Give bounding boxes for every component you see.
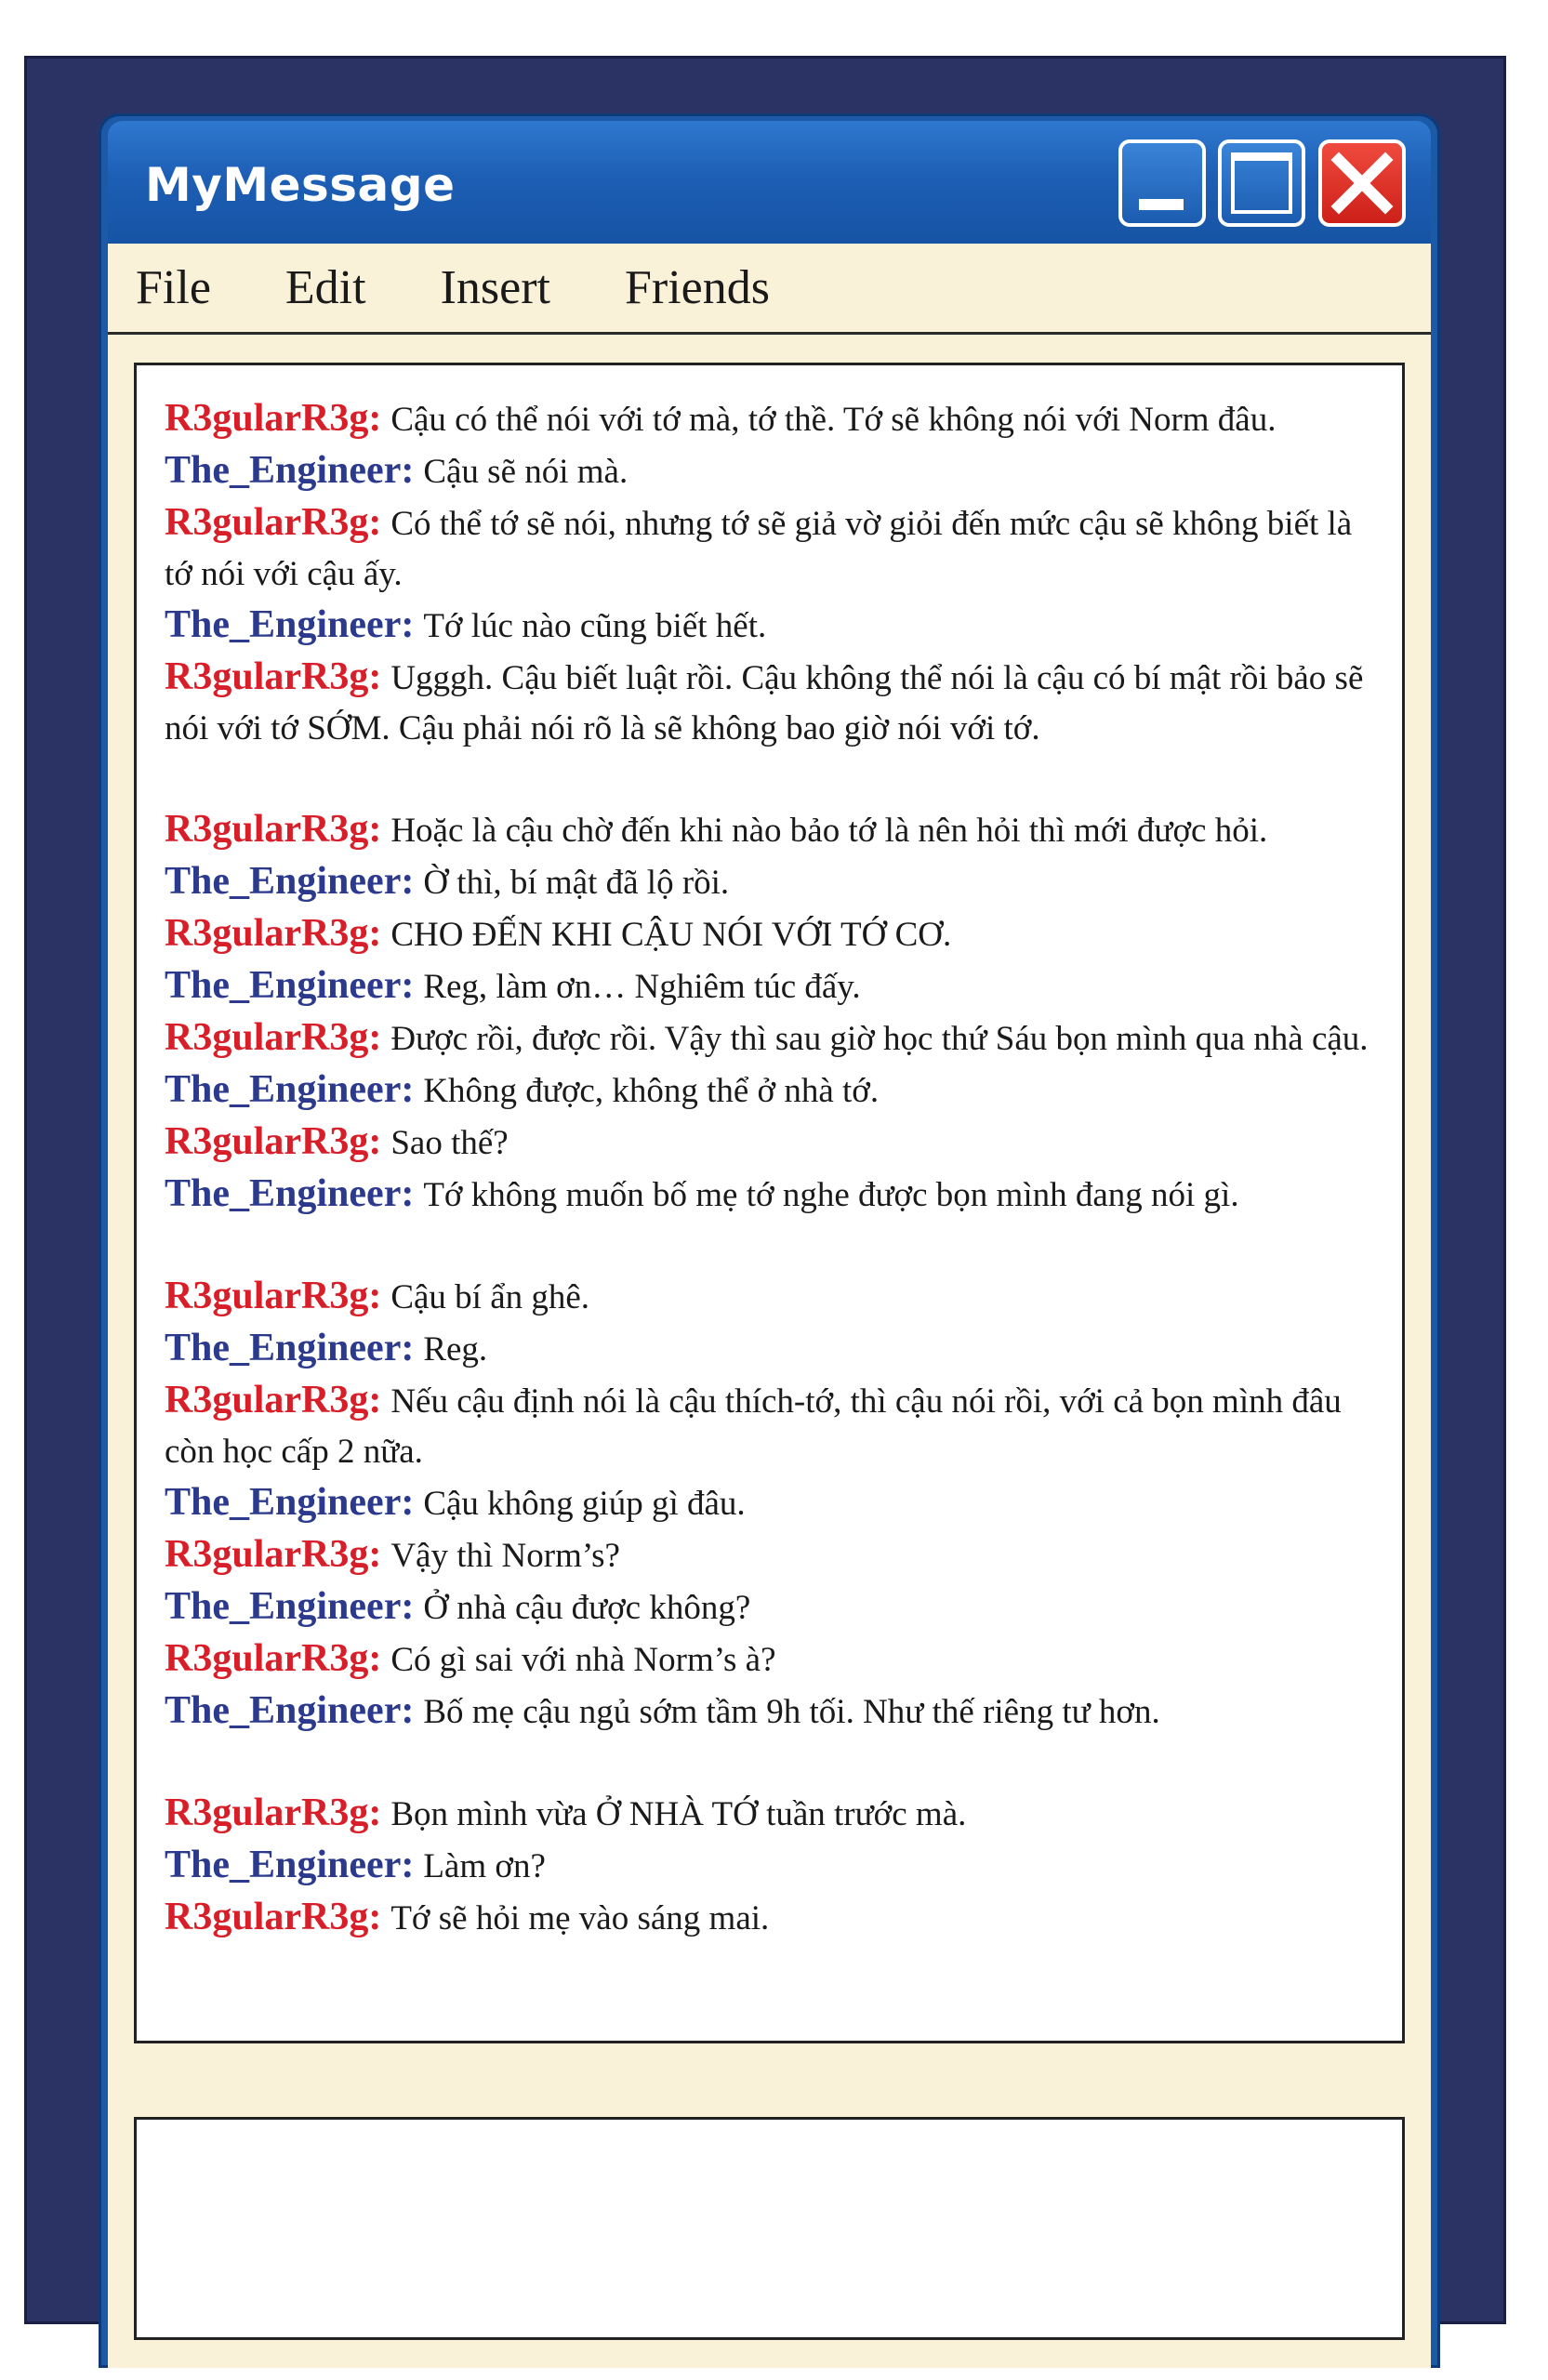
chat-message [165, 1788, 1374, 1840]
message-text: Ở nhà cậu được không? [423, 1589, 751, 1627]
sender-name: The_Engineer: [165, 1327, 415, 1369]
chat-message [165, 856, 1374, 908]
message-text: Ugggh. Cậu biết luật rồi. Cậu không thể nói là cậu có bí mật rồi bảo sẽ nói với tớ SỚM. Cậu phải nói rõ là sẽ không bao giờ nói với tớ. [165, 659, 1364, 747]
message-text: Cậu có thể nói với tớ mà, tớ thề. Tớ sẽ không nói với Norm đâu. [390, 401, 1277, 439]
message-text: Bố mẹ cậu ngủ sớm tầm 9h tối. Như thế riêng tư hơn. [423, 1693, 1160, 1731]
window-client [108, 244, 1431, 2368]
message-text: Có thể tớ sẽ nói, nhưng tớ sẽ giả vờ giỏi đến mức cậu sẽ không biết là tớ nói với cậu ấy. [165, 505, 1353, 593]
chat-message [165, 1012, 1374, 1064]
message-input[interactable] [134, 2117, 1405, 2340]
chat-message [165, 1892, 1374, 1944]
message-text: Hoặc là cậu chờ đến khi nào bảo tớ là nên hỏi thì mới được hỏi. [390, 812, 1268, 850]
chat-message [165, 1117, 1374, 1169]
sender-name: The_Engineer: [165, 860, 415, 903]
app-window [99, 113, 1440, 2368]
chat-message [165, 960, 1374, 1012]
title-bar[interactable] [108, 121, 1431, 244]
sender-name: R3gularR3g: [165, 1896, 382, 1938]
menu-edit[interactable]: Edit [284, 261, 366, 314]
chat-message [165, 908, 1374, 960]
sender-name: R3gularR3g: [165, 808, 382, 851]
message-text: Reg, làm ơn… Nghiêm túc đấy. [423, 968, 861, 1006]
chat-message [165, 1375, 1374, 1477]
message-text: Được rồi, được rồi. Vậy thì sau giờ học thứ Sáu bọn mình qua nhà cậu. [390, 1020, 1369, 1058]
message-text: CHO ĐẾN KHI CẬU NÓI VỚI TỚ CƠ. [390, 916, 952, 954]
chat-message [165, 1686, 1374, 1738]
menu-bar [108, 244, 1431, 335]
sender-name: The_Engineer: [165, 964, 415, 1007]
close-icon [1322, 143, 1402, 223]
sender-name: R3gularR3g: [165, 1016, 382, 1059]
chat-message [165, 393, 1374, 445]
sender-name: R3gularR3g: [165, 1275, 382, 1317]
message-text: Nếu cậu định nói là cậu thích-tớ, thì cậu nói rồi, với cả bọn mình đâu còn học cấp 2 nữa. [165, 1382, 1342, 1471]
sender-name: R3gularR3g: [165, 655, 382, 698]
sender-name: R3gularR3g: [165, 501, 382, 544]
sender-name: The_Engineer: [165, 449, 415, 492]
message-text: Ờ thì, bí mật đã lộ rồi. [423, 864, 730, 902]
message-text: Sao thế? [390, 1124, 509, 1162]
close-button[interactable] [1318, 139, 1406, 227]
message-text: Cậu không giúp gì đâu. [423, 1485, 746, 1523]
message-text: Làm ơn? [423, 1847, 546, 1885]
sender-name: R3gularR3g: [165, 1533, 382, 1576]
chat-message [165, 1581, 1374, 1633]
sender-name: R3gularR3g: [165, 1120, 382, 1163]
chat-message [165, 804, 1374, 856]
message-text: Cậu sẽ nói mà. [423, 453, 628, 491]
sender-name: R3gularR3g: [165, 912, 382, 955]
sender-name: The_Engineer: [165, 1481, 415, 1524]
sender-name: The_Engineer: [165, 603, 415, 646]
sender-name: R3gularR3g: [165, 1637, 382, 1680]
menu-friends[interactable]: Friends [624, 261, 770, 314]
sender-name: R3gularR3g: [165, 1379, 382, 1421]
maximize-button[interactable] [1218, 139, 1305, 227]
minimize-button[interactable] [1118, 139, 1206, 227]
sender-name: The_Engineer: [165, 1585, 415, 1628]
menu-insert[interactable]: Insert [440, 261, 550, 314]
chat-message [165, 1633, 1374, 1686]
chat-message [165, 1271, 1374, 1323]
message-text: Tớ sẽ hỏi mẹ vào sáng mai. [390, 1899, 770, 1937]
chat-message [165, 445, 1374, 497]
message-text: Không được, không thể ở nhà tớ. [423, 1072, 880, 1110]
message-text: Bọn mình vừa Ở NHÀ TỚ tuần trước mà. [390, 1795, 967, 1833]
chat-message [165, 1529, 1374, 1581]
message-text: Reg. [423, 1330, 488, 1368]
sender-name: The_Engineer: [165, 1844, 415, 1886]
message-text: Vậy thì Norm’s? [390, 1537, 620, 1575]
chat-message [165, 497, 1374, 600]
message-text: Tớ không muốn bố mẹ tớ nghe được bọn mình đang nói gì. [423, 1176, 1239, 1214]
sender-name: The_Engineer: [165, 1068, 415, 1111]
chat-history[interactable] [134, 363, 1405, 2043]
chat-message [165, 1169, 1374, 1221]
minimize-icon [1139, 199, 1184, 210]
sender-name: The_Engineer: [165, 1689, 415, 1732]
maximize-icon [1231, 152, 1292, 214]
message-text: Tớ lúc nào cũng biết hết. [423, 607, 767, 645]
window-title: MyMessage [145, 158, 456, 212]
chat-message [165, 1477, 1374, 1529]
chat-message [165, 652, 1374, 754]
chat-message [165, 1064, 1374, 1117]
sender-name: R3gularR3g: [165, 1792, 382, 1834]
menu-file[interactable]: File [136, 261, 211, 314]
message-text: Có gì sai với nhà Norm’s à? [390, 1641, 776, 1679]
chat-message [165, 1840, 1374, 1892]
sender-name: The_Engineer: [165, 1172, 415, 1215]
chat-message [165, 1323, 1374, 1375]
chat-message [165, 600, 1374, 652]
sender-name: R3gularR3g: [165, 397, 382, 440]
message-text: Cậu bí ẩn ghê. [390, 1278, 590, 1316]
